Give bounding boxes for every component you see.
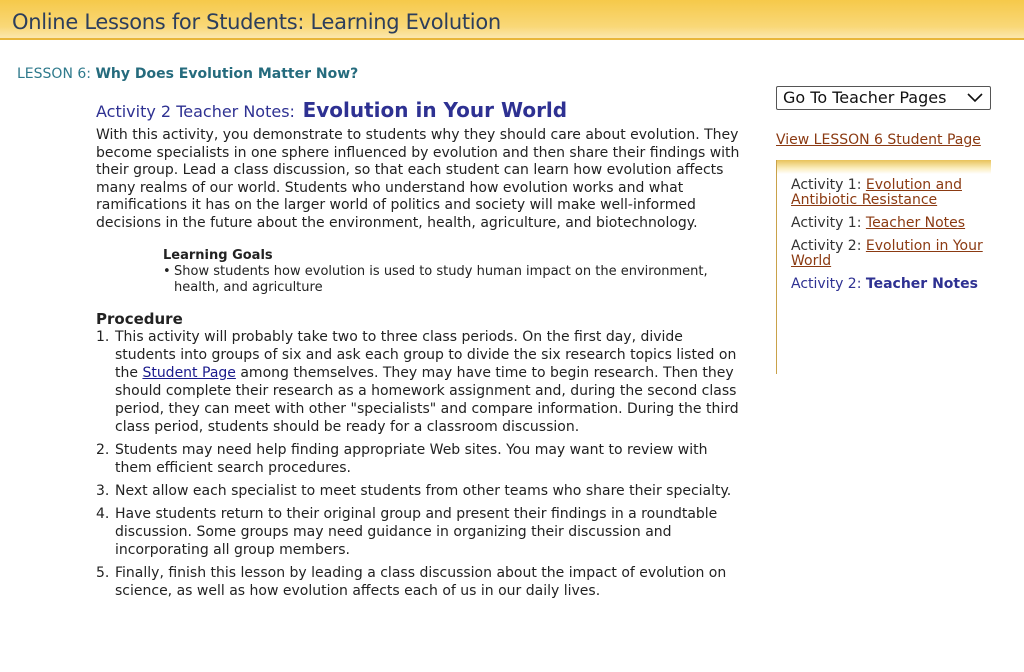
sidebar-item-activity1-notes [791,216,987,231]
view-student-page-link[interactable]: View LESSON 6 Student Page [776,132,981,148]
bullet-icon: • [163,264,171,279]
sidebar-list [791,178,987,300]
sidebar-item-prefix: Activity 1: [791,177,862,193]
sidebar-item-prefix: Activity 1: [791,215,862,231]
lesson-title: Why Does Evolution Matter Now? [95,66,359,82]
sidebar-item-prefix: Activity 2: [791,238,862,254]
step-text: Have students return to their original group and present their findings in a roundtable discussion. Some groups may need guidance in organizing their discussion and incorporating all group members. [115,506,718,558]
procedure-step [96,441,741,477]
sidebar-current-page: Teacher Notes [865,276,978,292]
procedure-list [96,328,741,600]
procedure-step [96,482,741,500]
teacher-pages-select[interactable] [776,86,991,110]
sidebar-item-activity2 [791,239,987,269]
step-text-part: This activity will probably take two to three class periods. On the first day, divide students into groups of six and ask each group to divide the six research topics listed on the [115,329,737,381]
step-text: Finally, finish this lesson by leading a class discussion about the impact of evolution on science, as well as how evolution affects each of us in our daily lives. [115,565,727,599]
lesson-prefix: LESSON 6: [17,66,91,82]
learning-goal-text: Show students how evolution is used to study human impact on the environment, health, and agriculture [174,264,708,295]
step-text: Students may need help finding appropriate Web sites. You may want to review with them efficient search procedures. [115,442,708,476]
step-number: 1. [96,329,110,345]
student-page-link[interactable]: Student Page [142,365,236,381]
step-number: 3. [96,483,110,499]
procedure-step [96,505,741,559]
lesson-heading [17,65,358,83]
teacher-pages-select-value: Go To Teacher Pages [783,88,947,107]
learning-goals [163,248,733,296]
step-number: 4. [96,506,110,522]
procedure-step [96,564,741,600]
activity-sidebar [776,160,991,374]
chevron-down-icon [966,88,984,112]
sidebar-item-prefix: Activity 2: [791,276,862,292]
activity-heading [96,96,741,125]
step-text: Next allow each specialist to meet students from other teams who share their specialty. [115,483,732,499]
sidebar-link-evolution-in-your-world[interactable]: Evolution in Your World [791,238,983,269]
sidebar-item-activity2-notes-current [791,277,987,292]
site-banner [0,0,1024,40]
activity-intro: With this activity, you demonstrate to students why they should care about evolution. They become specialists in one sphere influenced by evolution and then share their findings with their group. Lead a class discussion, so that each student can learn how evolution affects many realms of our world. Students who understand how evolution works and what ramifications it has on the larger world of politics and society will make well-informed decisions in the future about the environment, health, agriculture, and biotechnology. [96,127,740,231]
step-text [115,328,741,436]
sidebar-item-activity1 [791,178,987,208]
learning-goals-heading: Learning Goals [163,248,273,263]
procedure-step [96,328,741,436]
step-number: 5. [96,565,110,581]
sidebar-link-antibiotic-resistance[interactable]: Evolution and Antibiotic Resistance [791,177,962,208]
sidebar-link-activity1-teacher-notes[interactable]: Teacher Notes [865,215,966,231]
step-number: 2. [96,442,110,458]
sidebar-header-bar [777,160,991,174]
learning-goal-item [163,264,733,296]
step-text-part: among themselves. They may have time to begin research. Then they should complete their research as a homework assignment and, during the second class period, they can meet with other "specialists" and compare information. During the third class period, students should be ready for a classroom discussion. [115,365,739,435]
activity-prefix: Activity 2 Teacher Notes: [96,102,295,121]
activity-title: Evolution in Your World [302,98,568,122]
procedure-heading: Procedure [96,310,183,328]
main-content [96,96,741,605]
site-title: Online Lessons for Students: Learning Evolution [12,10,501,34]
